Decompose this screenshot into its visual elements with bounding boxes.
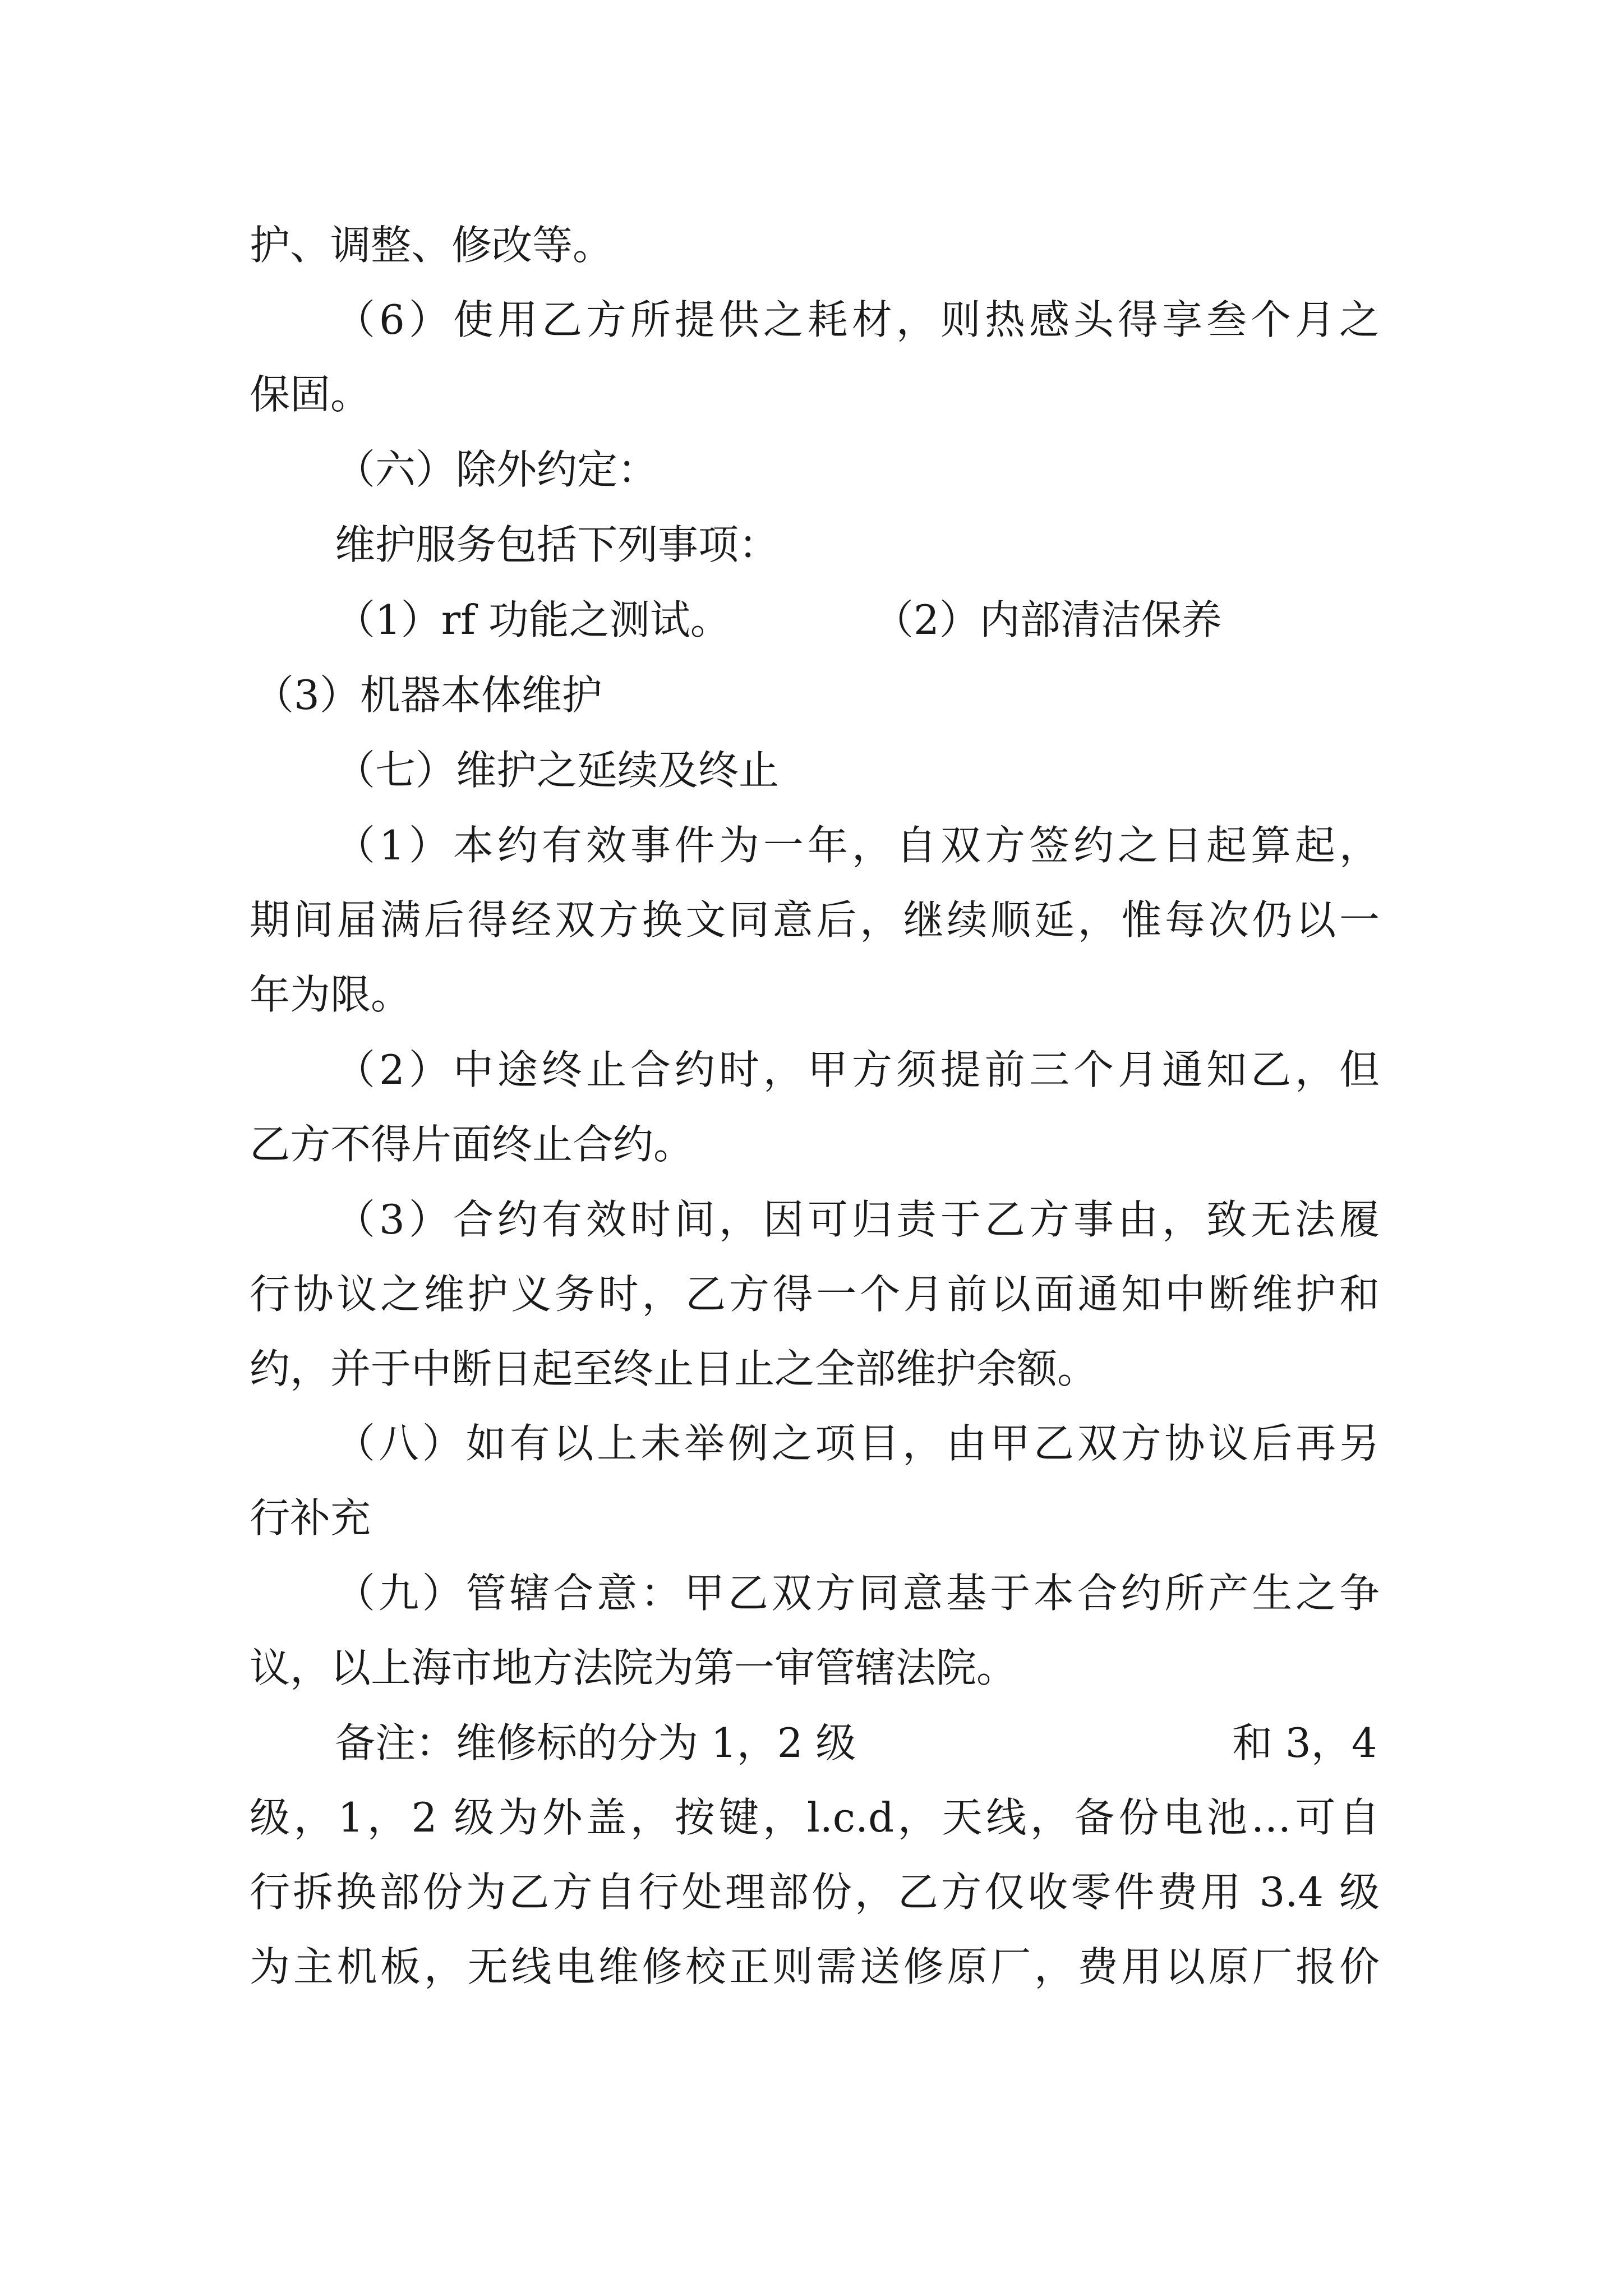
list-item: （1）rf 功能之测试。 (335, 596, 731, 643)
text-line: 年为限。 (250, 971, 412, 1018)
note-text: 和 3，4 (1232, 1719, 1377, 1766)
text-line: 维护服务包括下列事项： (335, 521, 780, 568)
text-line: 行拆换部份为乙方自行处理部份，乙方仅收零件费用 3.4 级 (250, 1869, 1380, 1916)
text-line: （1）本约有效事件为一年，自双方签约之日起算起， (335, 822, 1380, 869)
text-line: （6）使用乙方所提供之耗材，则热感头得享叁个月之 (335, 296, 1380, 343)
text-line: （3）合约有效时间，因可归责于乙方事由，致无法履 (335, 1196, 1380, 1243)
text-line: 护、调整、修改等。 (250, 222, 614, 269)
note-text: 备注：维修标的分为 1，2 级 (335, 1719, 856, 1766)
text-line: 乙方不得片面终止合约。 (250, 1121, 694, 1168)
list-item: （3）机器本体维护 (253, 671, 602, 719)
text-line: 行协议之维护义务时，乙方得一个月前以面通知中断维护和 (250, 1271, 1380, 1318)
list-item: （2）内部清洁保养 (873, 596, 1222, 643)
text-line: 级，1，2 级为外盖，按键，l.c.d，天线，备份电池…可自 (250, 1794, 1380, 1841)
text-line: 议，以上海市地方法院为第一审管辖法院。 (250, 1644, 1017, 1691)
text-line: 约，并于中断日起至终止日止之全部维护余额。 (250, 1345, 1098, 1392)
section-heading: （七）维护之延续及终止 (335, 747, 780, 794)
text-line: （八）如有以上未举例之项目，由甲乙双方协议后再另 (335, 1420, 1380, 1467)
section-heading: （六）除外约定： (335, 446, 658, 493)
text-line: （九）管辖合意：甲乙双方同意基于本合约所产生之争 (335, 1570, 1380, 1617)
text-line: 为主机板，无线电维修校正则需送修原厂，费用以原厂报价 (250, 1943, 1380, 1990)
text-line: 期间届满后得经双方换文同意后，继续顺延，惟每次仍以一 (250, 896, 1380, 944)
text-line: 行补充 (250, 1494, 371, 1542)
text-line: 保固。 (250, 371, 371, 418)
list-row (335, 582, 1380, 658)
text-line: （2）中途终止合约时，甲方须提前三个月通知乙，但 (335, 1046, 1380, 1093)
note-row (335, 1705, 1380, 1781)
